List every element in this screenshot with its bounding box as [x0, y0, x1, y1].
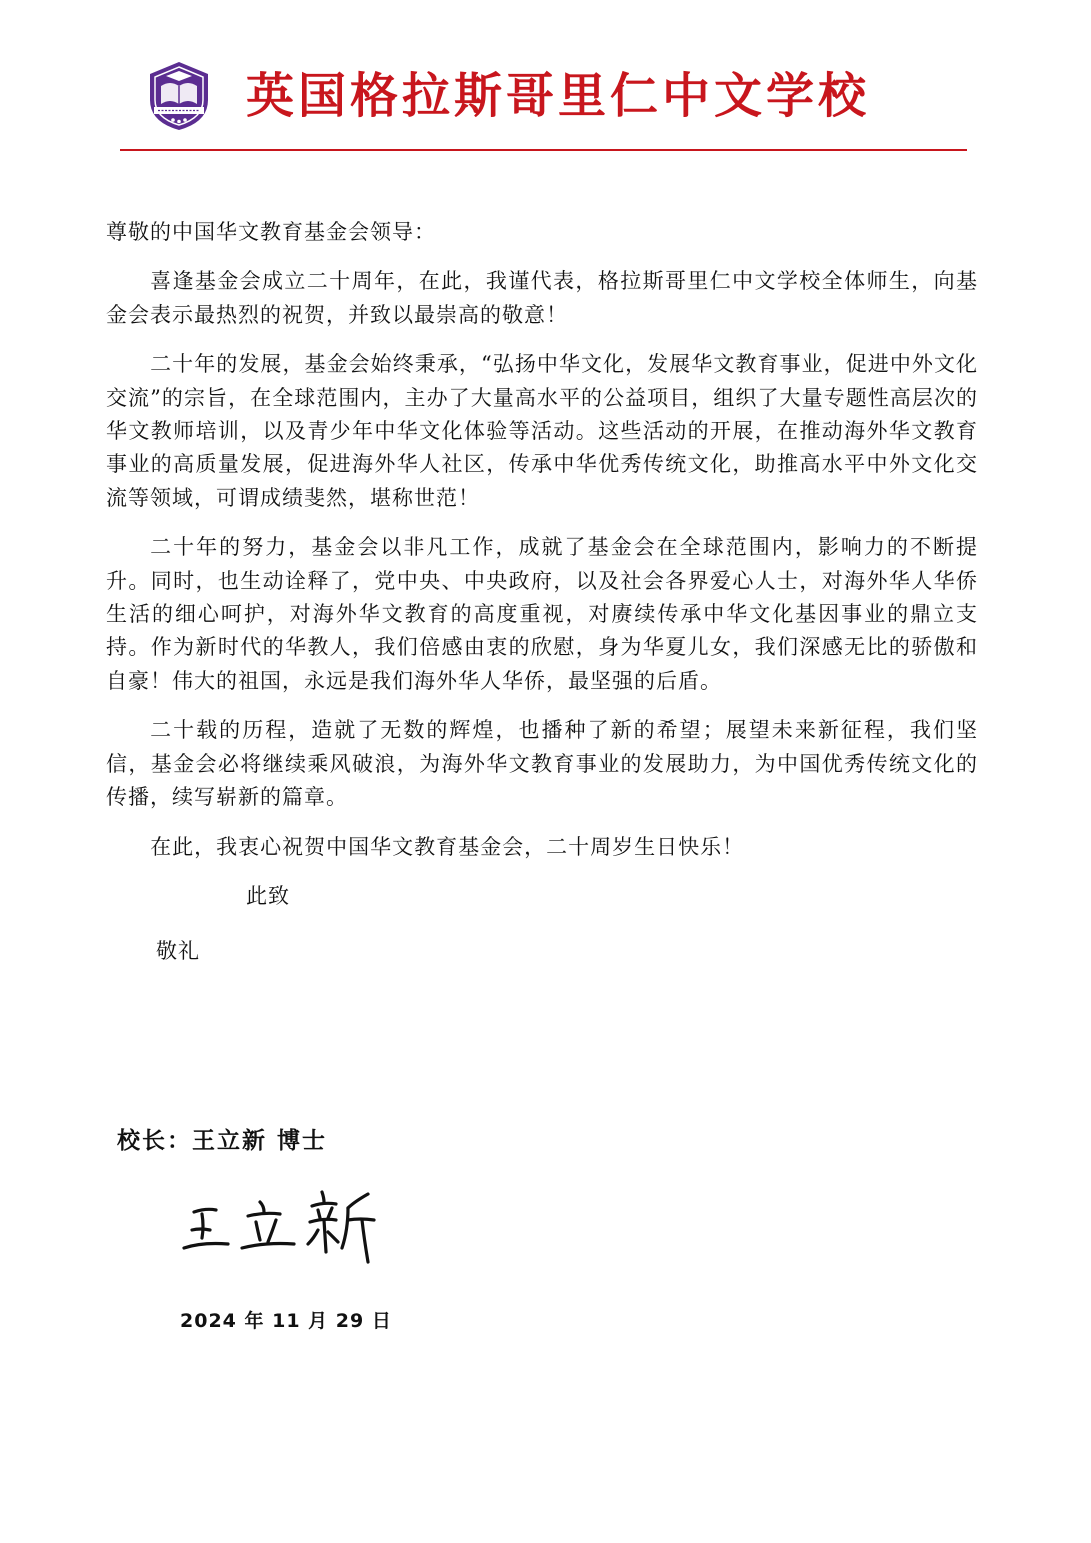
- handwritten-signature: [178, 1186, 378, 1266]
- paragraph-congratulations: 喜逢基金会成立二十周年，在此，我谨代表，格拉斯哥里仁中文学校全体师生，向基金会表示最热烈的祝贺，并致以最崇高的敬意！: [106, 269, 978, 327]
- principal-signature-label: 校长：王立新 博士: [117, 1128, 328, 1154]
- header-divider: [120, 149, 967, 151]
- paragraph-efforts: 二十年的努力，基金会以非凡工作，成就了基金会在全球范围内，影响力的不断提升。同时，也生动诠释了，党中央、中央政府，以及社会各界爱心人士，对海外华人华侨生活的细心呵护，对海外华文教育的高度重视，对赓续传承中华文化基因事业的鼎立支持。作为新时代的华教人，我们倍感由衷的欣慰，身为华夏儿女，我们深感无比的骄傲和自豪！伟大的祖国，永远是我们海外华人华侨，最坚强的后盾。: [106, 535, 978, 693]
- school-name-title: 英国格拉斯哥里仁中文学校: [246, 68, 871, 124]
- paragraph-future: 二十载的历程，造就了无数的辉煌，也播种了新的希望；展望未来新征程，我们坚信，基金会必将继续乘风破浪，为海外华文教育事业的发展助力，为中国优秀传统文化的传播，续写崭新的篇章。: [106, 718, 978, 810]
- school-crest-icon: [146, 60, 212, 132]
- letter-date: 2024 年 11 月 29 日: [180, 1310, 392, 1332]
- closing-cizhi: 此致: [246, 883, 290, 908]
- letterhead: [0, 0, 1091, 160]
- closing-jingli: 敬礼: [156, 939, 200, 964]
- salutation: 尊敬的中国华文教育基金会领导：: [106, 220, 436, 244]
- paragraph-development: 二十年的发展，基金会始终秉承，“弘扬中华文化，发展华文教育事业，促进中外文化交流”的宗旨，在全球范围内，主办了大量高水平的公益项目，组织了大量专题性高层次的华文教师培训，以及青少年中华文化体验等活动。这些活动的开展，在推动海外华文教育事业的高质量发展，促进海外华人社区，传承中华优秀传统文化，助推高水平中外文化交流等领域，可谓成绩斐然，堪称世范！: [106, 352, 978, 510]
- letter-body: [106, 216, 978, 969]
- paragraph-birthday-wish: 在此，我衷心祝贺中国华文教育基金会，二十周岁生日快乐！: [150, 834, 745, 859]
